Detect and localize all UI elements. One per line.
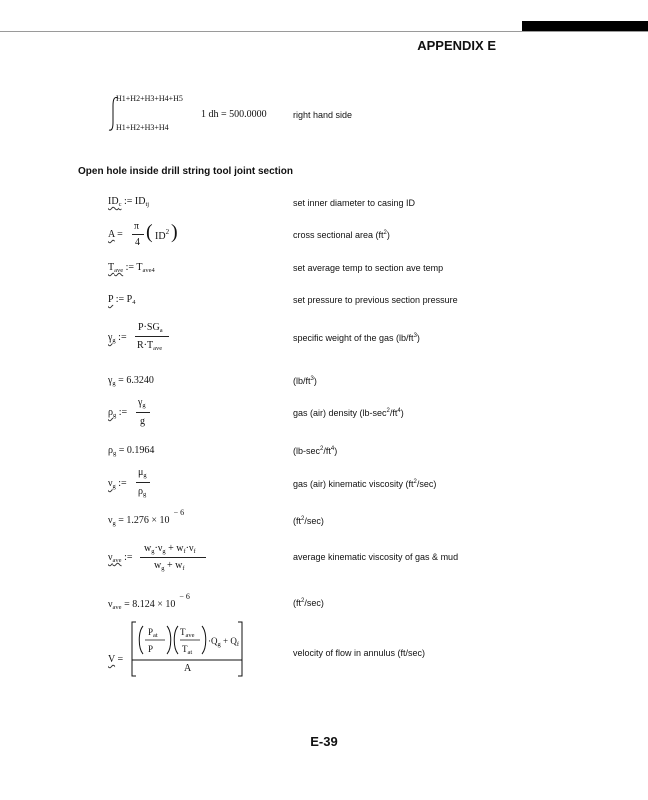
eq-kinematic-viscosity-value: $\nu_g = 1.276 \times 10^{- 6}$ [108,508,185,527]
eq-id-assignment: $ID_c$ := $ID_{tj}$ [108,196,150,208]
row-description: specific weight of the gas $(lb/ft^3)$ [293,333,420,343]
row-description: set pressure to previous section pressure [293,295,458,305]
row-description: gas (air) kinematic viscosity $(ft^2/\sec)$ [293,479,437,489]
row-description: average kinematic viscosity of gas & mud [293,552,459,562]
eq-average-viscosity-value: $\nu_{ave} = 8.124 \times 10^{- 6}$ [108,592,190,611]
eq-density-value: $\rho_g = 0.1964$ [108,445,155,457]
integral-lower-limit: H1+H2+H3+H4 [116,123,169,132]
row-description: set inner diameter to casing ID [293,198,416,208]
integral-upper-limit: H1+H2+H3+H4+H5 [116,94,183,103]
row-description: gas (air) density $(lb-\sec^2/ft^4)$ [293,408,404,418]
row-description: cross sectional area $(ft^2)$ [293,230,390,240]
eq-specific-weight-value: $\gamma_g = 6.3240$ [108,375,154,387]
integral-description: right hand side [293,110,353,120]
row-description: $(ft^2/\sec)$ [293,516,324,526]
page-number: E-39 [310,734,338,749]
row-description: velocity of flow in annulus (ft/sec) [293,648,426,658]
row-description: $(ft^2/\sec)$ [293,598,324,608]
eq-pressure: P := $P_4$ [108,294,136,306]
appendix-title: APPENDIX E [417,38,496,53]
header-rule [0,31,648,32]
row-description: set average temp to section ave temp [293,263,444,273]
section-heading: Open hole inside drill string tool joint section [78,166,294,177]
integral-body: 1 dh = 500.0000 [201,109,267,120]
eq-temperature: $T_{ave}$ := $T_{ave4}$ [108,262,155,274]
row-description: $(lb/ft^3)$ [293,376,317,386]
row-description: $(lb-\sec^2/ft^4)$ [293,446,338,456]
